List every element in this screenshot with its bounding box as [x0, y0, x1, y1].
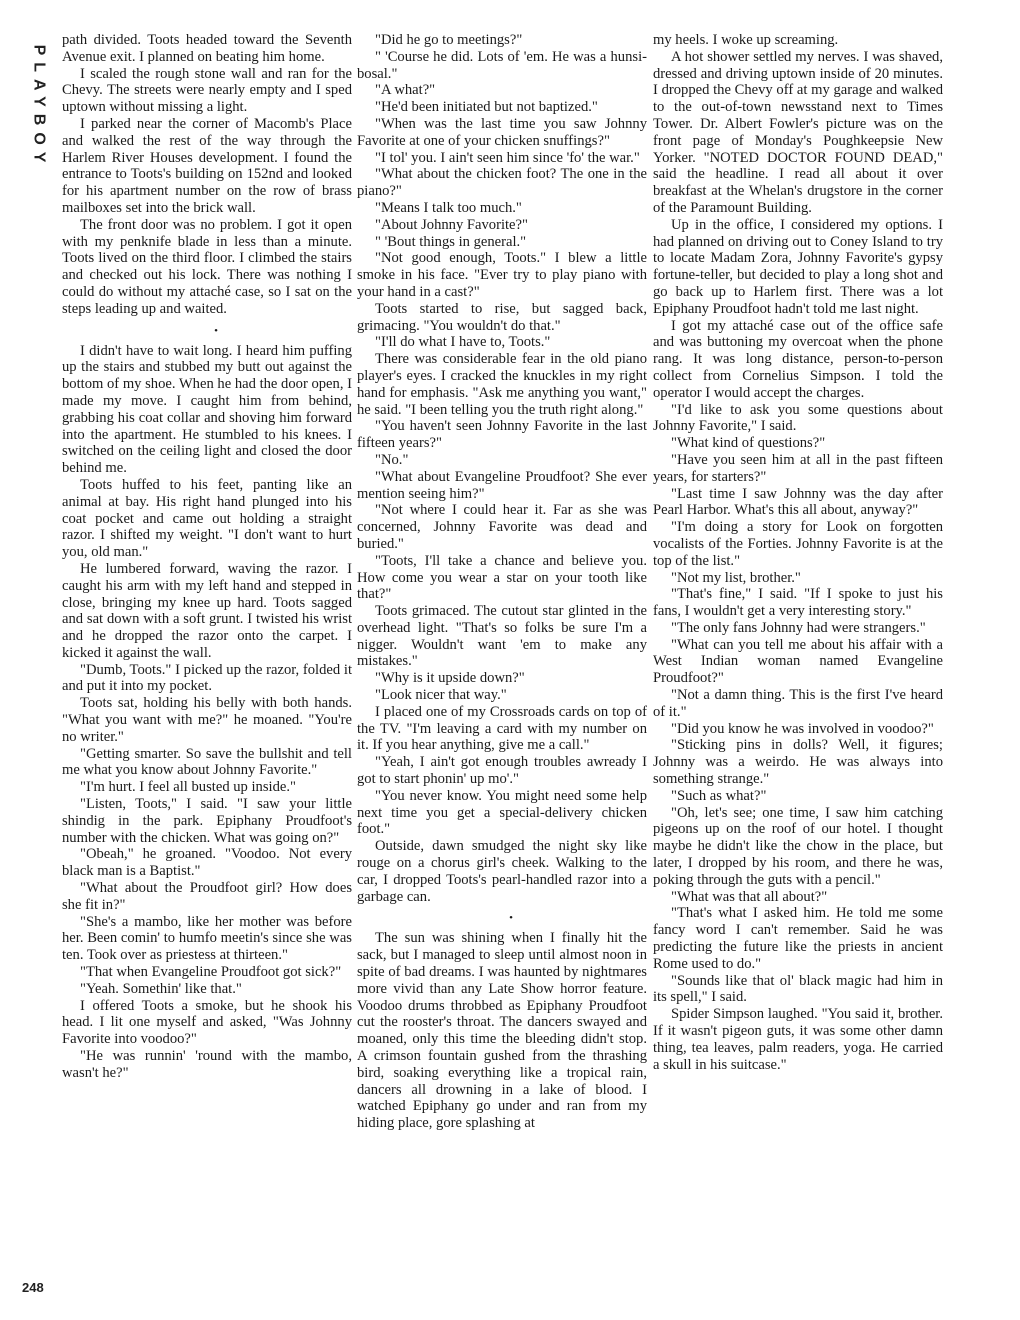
article-paragraph: "Oh, let's see; one time, I saw him catching pigeons up on the roof of our hotel. I thought maybe he didn't like the chow in the place, but later, I dropped by his room, and there he was, poking through the guts with a pencil.": [653, 804, 943, 888]
article-paragraph: "He was runnin' 'round with the mambo, wasn't he?": [62, 1048, 352, 1081]
article-paragraph: "Not my list, brother.": [671, 569, 801, 586]
article-paragraph: "I'd like to ask you some questions about Johnny Favorite," I said.: [653, 401, 943, 435]
article-paragraph: "About Johnny Favorite?": [375, 216, 528, 233]
article-paragraph: I placed one of my Crossroads cards on top of the TV. "I'm leaving a card with my number on it. If you hear anything, give me a call.": [357, 703, 647, 754]
magazine-masthead: [18, 22, 58, 192]
article-paragraph: "Did he go to meetings?": [375, 32, 523, 48]
article-paragraph: Toots grimaced. The cutout star glinted in the overhead light. "That's so folks be sure I'm a nigger. Wouldn't want 'em to make any mistakes.": [357, 603, 647, 670]
article-paragraph: He lumbered forward, waving the razor. I caught his arm with my left hand and stepped in close, bringing my knee up hard. Toots sagged and sat down with a soft grunt. I twisted his wrist and he dropped the razor onto the carpet. I kicked it against the wall.: [62, 560, 352, 661]
article-paragraph: "A what?": [375, 82, 436, 99]
article-paragraph: my heels. I woke up screaming.: [653, 32, 839, 48]
article-paragraph: "Did you know he was involved in voodoo?": [671, 720, 934, 737]
section-break-dot: •: [509, 912, 513, 925]
article-paragraph: "Means I talk too much.": [375, 199, 522, 216]
article-paragraph: "He'd been initiated but not baptized.": [375, 99, 598, 116]
article-paragraph: "That's fine," I said. "If I spoke to just his fans, I wouldn't get a very interesting story.": [653, 586, 943, 620]
article-paragraph: "Not good enough, Toots." I blew a little smoke in his face. "Ever try to play piano with your hand in a cast?": [357, 250, 647, 300]
article-paragraph: "When was the last time you saw Johnny Favorite at one of your chicken snuffings?": [357, 115, 647, 149]
article-paragraph: "Last time I saw Johnny was the day after Pearl Harbor. What's this all about, anyway?": [653, 485, 943, 519]
article-paragraph: I parked near the corner of Macomb's Place and walked the rest of the way through the Harlem River Houses development. I found the entrance to Toots's building on 152nd and looked for his apartment number on the row of brass mailboxes set into the brick wall.: [62, 115, 352, 216]
article-paragraph: "I'm doing a story for Look on forgotten vocalists of the Forties. Johnny Favorite is at the top of the list.": [653, 519, 943, 569]
article-paragraph: I didn't have to wait long. I heard him puffing up the stairs and stubbed my butt out against the bottom of my shoe. When he had the door open, I made my move. I caught him from behind, grabbing his coat collar and shoving him forward into the apartment. He stumbled to his knees. I switched on the ceiling light and closed the door behind me.: [62, 342, 352, 477]
page-number: 248: [22, 1280, 44, 1295]
article-paragraph: "The only fans Johnny had were strangers.": [671, 619, 926, 636]
article-paragraph: "What can you tell me about his affair with a West Indian woman named Evangeline Proudfoot?": [653, 636, 943, 687]
article-paragraph: Toots sat, holding his belly with both hands. "What you want with me?" he moaned. "You're no writer.": [62, 695, 352, 745]
article-paragraph: "What was that all about?": [671, 888, 828, 905]
article-paragraph: "That when Evangeline Proudfoot got sick?": [80, 964, 342, 981]
article-paragraph: "You never know. You might need some help next time you get a special-delivery chicken foot.": [357, 787, 647, 838]
article-paragraph: "She's a mambo, like her mother was before her. Been comin' to humfo meetin's since she was ten. Took over as priestess at thirteen.": [62, 913, 352, 964]
article-paragraph: The sun was shining when I finally hit the sack, but I managed to sleep until almost noon in spite of bad dreams. I was haunted by nightmares more vivid than any Late Show horror feature. Voodoo drums throbbed as Epiphany Proudfoot cut the rooster's throat. The dancers swayed and moaned, only this time the bleeding didn't stop. A crimson fountain gushed from the thrashing bird, soaking everything like a tropical rain, dancers all drowning in a lake of blood. I watched Epiphany go under and ran from my hiding place, gore splashing at: [357, 930, 647, 1132]
text-column-1: [62, 32, 352, 1294]
article-paragraph: A hot shower settled my nerves. I was shaved, dressed and driving uptown inside of 20 minutes. I dropped the Chevy off at my garage and walked to the out-of-town newsstand next to Times Tower. Dr. Albert Fowler's picture was on the front page of Monday's Poughkeepsie New Yorker. "NOTED DOCTOR FOUND DEAD," said the headline. I read all about it over breakfast at the Whelan's drugstore in the corner of the Paramount Building.: [653, 48, 943, 216]
article-paragraph: I scaled the rough stone wall and ran for the Chevy. The streets were nearly empty and I sped uptown without missing a light.: [62, 65, 352, 116]
article-paragraph: There was considerable fear in the old piano player's eyes. I cracked the knuckles in my right hand for emphasis. "Ask me anything you want," he said. "I been telling you the truth right along.": [357, 351, 647, 418]
article-paragraph: "I'll do what I have to, Toots.": [375, 334, 551, 351]
article-paragraph: "What about the Proudfoot girl? How does she fit in?": [62, 880, 352, 913]
article-paragraph: Up in the office, I considered my options. I had planned on driving out to Coney Island to try to locate Madam Zora, Johnny Favorite's gypsy fortune-teller, but decided to play a long shot and go back up to Harlem first. There was a lot Epiphany Proudfoot hadn't told me last night.: [653, 216, 943, 317]
article-paragraph: "Getting smarter. So save the bullshit and tell me what you know about Johnny Favorite.": [62, 745, 352, 779]
masthead-text: PLAYBOY: [30, 44, 47, 170]
article-paragraph: "Yeah, I ain't got enough troubles awready I got to start phonin' up mo'.": [357, 754, 647, 788]
article-paragraph: Outside, dawn smudged the night sky like rouge on a chorus girl's cheek. Walking to the car, I dropped Toots's pearl-handled razor into a garbage can.: [357, 838, 647, 905]
article-paragraph: "Sounds like that ol' black magic had him in its spell," I said.: [653, 972, 943, 1006]
text-column-3: [653, 32, 943, 1294]
article-paragraph: "I tol' you. I ain't seen him since 'fo' the war.": [375, 149, 640, 166]
article-paragraph: " 'Bout things in general.": [375, 233, 527, 250]
article-paragraph: "Obeah," he groaned. "Voodoo. Not every black man is a Baptist.": [62, 846, 352, 880]
article-paragraph: "I'm hurt. I feel all busted up inside.": [80, 779, 296, 796]
article-paragraph: "Not where I could hear it. Far as she was concerned, Johnny Favorite was dead and buried.": [357, 502, 647, 552]
text-column-2: [357, 32, 647, 1294]
article-paragraph: "Not a damn thing. This is the first I've heard of it.": [653, 687, 943, 720]
article-paragraph: "Dumb, Toots." I picked up the razor, folded it and put it into my pocket.: [62, 661, 352, 695]
article-paragraph: "What about Evangeline Proudfoot? She ever mention seeing him?": [357, 468, 647, 502]
article-paragraph: "No.": [375, 451, 409, 468]
article-paragraph: "Listen, Toots," I said. "I saw your little shindig in the park. Epiphany Proudfoot's number with the chicken. What was going on?": [62, 796, 352, 846]
article-paragraph: "What kind of questions?": [671, 435, 826, 452]
article-paragraph: Toots huffed to his feet, panting like an animal at bay. His right hand plunged into his coat pocket and came out holding a straight razor. I shifted my weight. "I don't want to hurt you, old man.": [62, 476, 352, 561]
article-paragraph: Spider Simpson laughed. "You said it, brother. If it wasn't pigeon guts, it was some other damn thing, tea leaves, palm readers, yoga. He carried a skull in his suitcase.": [653, 1006, 943, 1073]
article-paragraph: "That's what I asked him. He told me some fancy word I can't remember. Said he was predicting the future like the priests in ancient Rome used to do.": [653, 905, 943, 972]
article-paragraph: "Have you seen him at all in the past fifteen years, for starters?": [653, 451, 943, 485]
article-paragraph: Toots started to rise, but sagged back, grimacing. "You wouldn't do that.": [357, 300, 647, 334]
article-paragraph: "Toots, I'll take a chance and believe you. How come you wear a star on your tooth like that?": [357, 552, 647, 603]
article-paragraph: "What about the chicken foot? The one in the piano?": [357, 166, 647, 200]
article-paragraph: I offered Toots a smoke, but he shook his head. I lit one myself and asked, "Was Johnny Favorite into voodoo?": [62, 997, 352, 1048]
article-paragraph: "Yeah. Somethin' like that.": [80, 980, 242, 997]
article-paragraph: "You haven't seen Johnny Favorite in the last fifteen years?": [357, 418, 647, 452]
article-paragraph: "Look nicer that way.": [375, 687, 507, 704]
article-paragraph: "Why is it upside down?": [375, 670, 525, 687]
article-paragraph: path divided. Toots headed toward the Seventh Avenue exit. I planned on beating him home.: [62, 32, 352, 65]
article-paragraph: " 'Course he did. Lots of 'em. He was a hunsi-bosal.": [357, 48, 647, 82]
article-paragraph: "Such as what?": [671, 787, 767, 804]
article-paragraph: The front door was no problem. I got it open with my penknife blade in less than a minute. Toots lived on the third floor. I climbed the stairs and checked out his lock. There was nothing I could do without my attaché case, so I sat on the steps leading up and waited.: [62, 216, 352, 317]
article-paragraph: "Sticking pins in dolls? Well, it figures; Johnny was a weirdo. He was always into something strange.": [653, 737, 943, 788]
article-paragraph: I got my attaché case out of the office safe and was buttoning my overcoat when the phone rang. It was long distance, person-to-person collect from Cornelius Simpson. I told the operator I would accept the charges.: [653, 317, 943, 401]
section-break-dot: •: [214, 324, 218, 337]
